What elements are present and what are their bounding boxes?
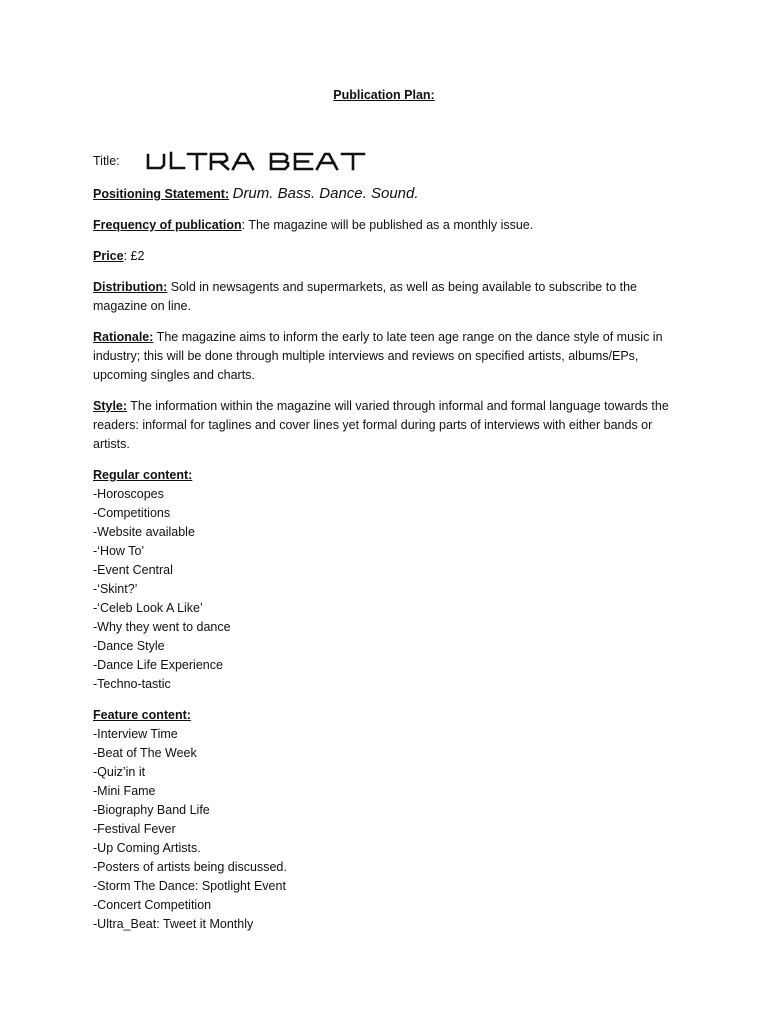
list-item: -Concert Competition	[93, 898, 212, 912]
list-item: -Mini Fame	[93, 784, 156, 798]
list-item: -Horoscopes	[93, 487, 164, 501]
distribution-label: Distribution:	[93, 280, 168, 294]
rationale-text: The magazine aims to inform the early to late teen age range on the dance style of music in industry; this will be done through multiple interviews and reviews on specified artists, albums/EPs, upcoming singles and charts.	[93, 330, 663, 382]
page-title: Publication Plan:	[333, 88, 435, 102]
list-item: -‘Celeb Look A Like’	[93, 601, 203, 615]
list-item: -‘How To’	[93, 544, 145, 558]
regular-content-heading: Regular content:	[93, 468, 193, 482]
list-item: -Ultra_Beat: Tweet it Monthly	[93, 917, 254, 931]
regular-content-list	[93, 485, 678, 694]
price-paragraph	[93, 247, 678, 266]
rationale-label: Rationale:	[93, 330, 154, 344]
distribution-text: Sold in newsagents and supermarkets, as well as being available to subscribe to the magazine on line.	[93, 280, 638, 313]
list-item: -‘Skint?’	[93, 582, 138, 596]
list-item: -Beat of The Week	[93, 746, 197, 760]
list-item: -Biography Band Life	[93, 803, 210, 817]
distribution-paragraph	[93, 278, 678, 316]
frequency-label: Frequency of publication	[93, 218, 242, 232]
rationale-paragraph	[93, 328, 678, 385]
list-item: -Why they went to dance	[93, 620, 231, 634]
title-label: Title:	[93, 153, 120, 168]
feature-content-heading: Feature content:	[93, 708, 191, 722]
style-paragraph	[93, 397, 678, 454]
list-item: -Storm The Dance: Spotlight Event	[93, 879, 286, 893]
feature-content-list	[93, 725, 678, 934]
list-item: -Website available	[93, 525, 195, 539]
list-item: -Dance Life Experience	[93, 658, 223, 672]
positioning-statement	[93, 184, 678, 204]
ultra-beat-logo	[145, 150, 367, 172]
style-label: Style:	[93, 399, 128, 413]
list-item: -Posters of artists being discussed.	[93, 860, 287, 874]
frequency-text: : The magazine will be published as a monthly issue.	[241, 218, 534, 232]
list-item: -Event Central	[93, 563, 173, 577]
price-label: Price	[93, 249, 124, 263]
positioning-label: Positioning Statement:	[93, 187, 230, 201]
document-body	[93, 148, 678, 946]
list-item: -Festival Fever	[93, 822, 176, 836]
list-item: -Techno-tastic	[93, 677, 171, 691]
list-item: -Competitions	[93, 506, 171, 520]
list-item: -Up Coming Artists.	[93, 841, 201, 855]
list-item: -Interview Time	[93, 727, 178, 741]
title-row	[93, 148, 678, 174]
style-text: The information within the magazine will varied through informal and formal language towards the readers: informal for taglines and cover lines yet formal during parts of interviews with either bands or artists.	[93, 399, 669, 451]
list-item: -Dance Style	[93, 639, 165, 653]
frequency-paragraph	[93, 216, 678, 235]
price-text: : £2	[123, 249, 145, 263]
positioning-text: Drum. Bass. Dance. Sound.	[232, 185, 419, 202]
list-item: -Quiz’in it	[93, 765, 146, 779]
